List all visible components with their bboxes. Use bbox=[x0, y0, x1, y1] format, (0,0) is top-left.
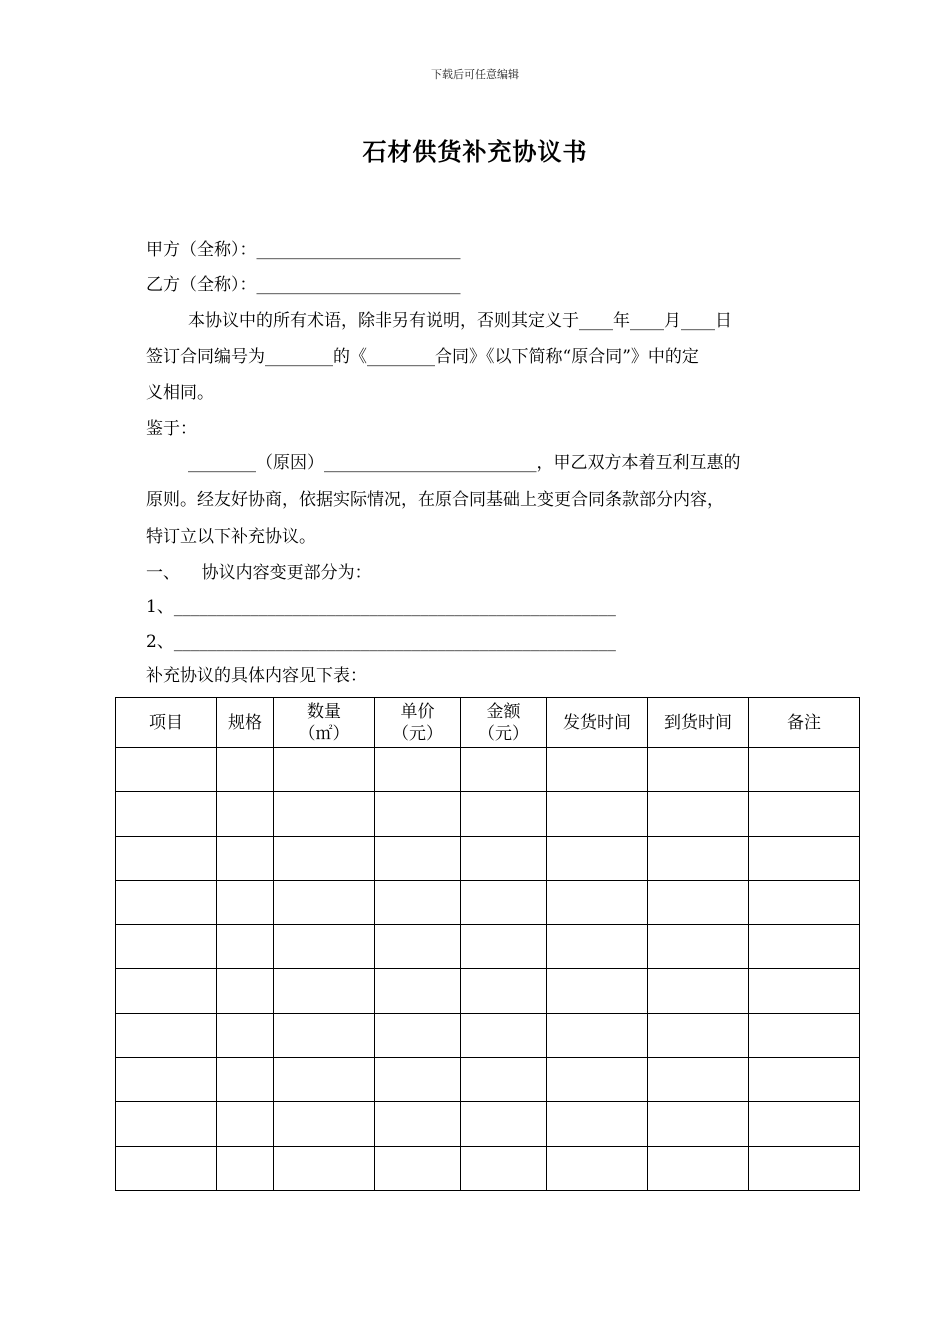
table-cell bbox=[274, 969, 375, 1013]
section-1-heading: 一、 协议内容变更部分为： bbox=[146, 563, 372, 583]
table-cell bbox=[547, 925, 648, 969]
table-cell bbox=[274, 1102, 375, 1146]
table-cell bbox=[274, 1058, 375, 1102]
table-cell bbox=[274, 880, 375, 924]
table-row bbox=[116, 969, 860, 1013]
table-cell bbox=[116, 969, 217, 1013]
paragraph-2-line-2: 原则。经友好协商，依据实际情况，在原合同基础上变更合同条款部分内容， bbox=[146, 490, 724, 510]
table-cell bbox=[461, 1102, 547, 1146]
table-cell bbox=[648, 1058, 749, 1102]
table-cell bbox=[217, 836, 274, 880]
table-cell bbox=[461, 792, 547, 836]
table-cell bbox=[116, 748, 217, 792]
header-spec: 规格 bbox=[217, 698, 274, 748]
table-cell bbox=[217, 792, 274, 836]
paragraph-1-line-1: 本协议中的所有术语，除非另有说明，否则其定义于____年____月____日 bbox=[188, 311, 732, 331]
table-cell bbox=[648, 748, 749, 792]
table-cell bbox=[274, 748, 375, 792]
table-cell bbox=[461, 836, 547, 880]
table-cell bbox=[749, 792, 860, 836]
table-row bbox=[116, 748, 860, 792]
table-cell bbox=[116, 1058, 217, 1102]
table-cell bbox=[648, 792, 749, 836]
table-cell bbox=[547, 836, 648, 880]
table-row bbox=[116, 1102, 860, 1146]
table-cell bbox=[116, 1013, 217, 1057]
table-cell bbox=[375, 1058, 461, 1102]
item-2-line: 2、____________________________________________________ bbox=[146, 632, 616, 652]
table-cell bbox=[116, 1146, 217, 1190]
table-cell bbox=[648, 969, 749, 1013]
table-row bbox=[116, 1013, 860, 1057]
table-cell bbox=[375, 969, 461, 1013]
table-cell bbox=[547, 1102, 648, 1146]
table-cell bbox=[217, 1102, 274, 1146]
table-intro: 补充协议的具体内容见下表： bbox=[146, 666, 367, 686]
table-row bbox=[116, 880, 860, 924]
table-cell bbox=[375, 836, 461, 880]
table-cell bbox=[749, 748, 860, 792]
table-cell bbox=[648, 1013, 749, 1057]
table-cell bbox=[217, 1146, 274, 1190]
table-cell bbox=[648, 925, 749, 969]
table-cell bbox=[217, 748, 274, 792]
paragraph-2-line-1: ________（原因）_________________________，甲乙双方本着互利互惠的 bbox=[188, 453, 741, 473]
party-a-line: 甲方（全称）：________________________ bbox=[146, 240, 461, 260]
item-1-line: 1、____________________________________________________ bbox=[146, 597, 616, 617]
table-row bbox=[116, 1146, 860, 1190]
supplement-table bbox=[115, 697, 860, 1191]
table-header-row bbox=[116, 698, 860, 748]
table-cell bbox=[461, 925, 547, 969]
table-cell bbox=[116, 836, 217, 880]
table-cell bbox=[375, 880, 461, 924]
header-quantity: 数量 （㎡） bbox=[274, 698, 375, 748]
table-cell bbox=[749, 1146, 860, 1190]
paragraph-1-line-2: 签订合同编号为________的《________合同》《以下简称“原合同”》中的定 bbox=[146, 347, 699, 367]
table-cell bbox=[547, 748, 648, 792]
whereas-label: 鉴于： bbox=[146, 419, 197, 439]
table-cell bbox=[749, 969, 860, 1013]
table-cell bbox=[547, 1013, 648, 1057]
table-cell bbox=[749, 880, 860, 924]
table-cell bbox=[461, 880, 547, 924]
table-cell bbox=[648, 1146, 749, 1190]
table-row bbox=[116, 1058, 860, 1102]
table-cell bbox=[375, 1102, 461, 1146]
table-cell bbox=[547, 880, 648, 924]
table-cell bbox=[274, 1013, 375, 1057]
table-cell bbox=[749, 1013, 860, 1057]
table-cell bbox=[116, 925, 217, 969]
table-cell bbox=[547, 969, 648, 1013]
table-cell bbox=[217, 880, 274, 924]
header-remarks: 备注 bbox=[749, 698, 860, 748]
table-row bbox=[116, 925, 860, 969]
table-cell bbox=[461, 969, 547, 1013]
table-cell bbox=[749, 1102, 860, 1146]
header-arrival-date: 到货时间 bbox=[648, 698, 749, 748]
table-cell bbox=[116, 1102, 217, 1146]
table-cell bbox=[375, 925, 461, 969]
party-b-line: 乙方（全称）：________________________ bbox=[146, 275, 461, 295]
table-cell bbox=[461, 1013, 547, 1057]
table-cell bbox=[375, 1013, 461, 1057]
table-cell bbox=[217, 925, 274, 969]
table-cell bbox=[274, 1146, 375, 1190]
header-amount: 金额 （元） bbox=[461, 698, 547, 748]
table-cell bbox=[547, 1146, 648, 1190]
table-cell bbox=[116, 880, 217, 924]
table-cell bbox=[648, 880, 749, 924]
table-cell bbox=[648, 836, 749, 880]
table-cell bbox=[217, 1013, 274, 1057]
header-ship-date: 发货时间 bbox=[547, 698, 648, 748]
table-cell bbox=[749, 836, 860, 880]
table-cell bbox=[116, 792, 217, 836]
document-title: 石材供货补充协议书 bbox=[362, 137, 588, 166]
header-note: 下载后可任意编辑 bbox=[431, 68, 519, 81]
table-cell bbox=[461, 748, 547, 792]
paragraph-2-line-3: 特订立以下补充协议。 bbox=[146, 527, 316, 547]
table-cell bbox=[217, 969, 274, 1013]
table-cell bbox=[274, 792, 375, 836]
paragraph-1-line-3: 义相同。 bbox=[146, 383, 214, 403]
table-row bbox=[116, 836, 860, 880]
header-unit-price: 单价 （元） bbox=[375, 698, 461, 748]
table-cell bbox=[274, 836, 375, 880]
table-cell bbox=[217, 1058, 274, 1102]
table-cell bbox=[749, 925, 860, 969]
table-cell bbox=[547, 1058, 648, 1102]
table-cell bbox=[274, 925, 375, 969]
table-cell bbox=[547, 792, 648, 836]
table-cell bbox=[749, 1058, 860, 1102]
table-cell bbox=[648, 1102, 749, 1146]
table-cell bbox=[461, 1146, 547, 1190]
header-item: 项目 bbox=[116, 698, 217, 748]
table-row bbox=[116, 792, 860, 836]
table-cell bbox=[375, 748, 461, 792]
table-cell bbox=[461, 1058, 547, 1102]
table-cell bbox=[375, 792, 461, 836]
table-cell bbox=[375, 1146, 461, 1190]
